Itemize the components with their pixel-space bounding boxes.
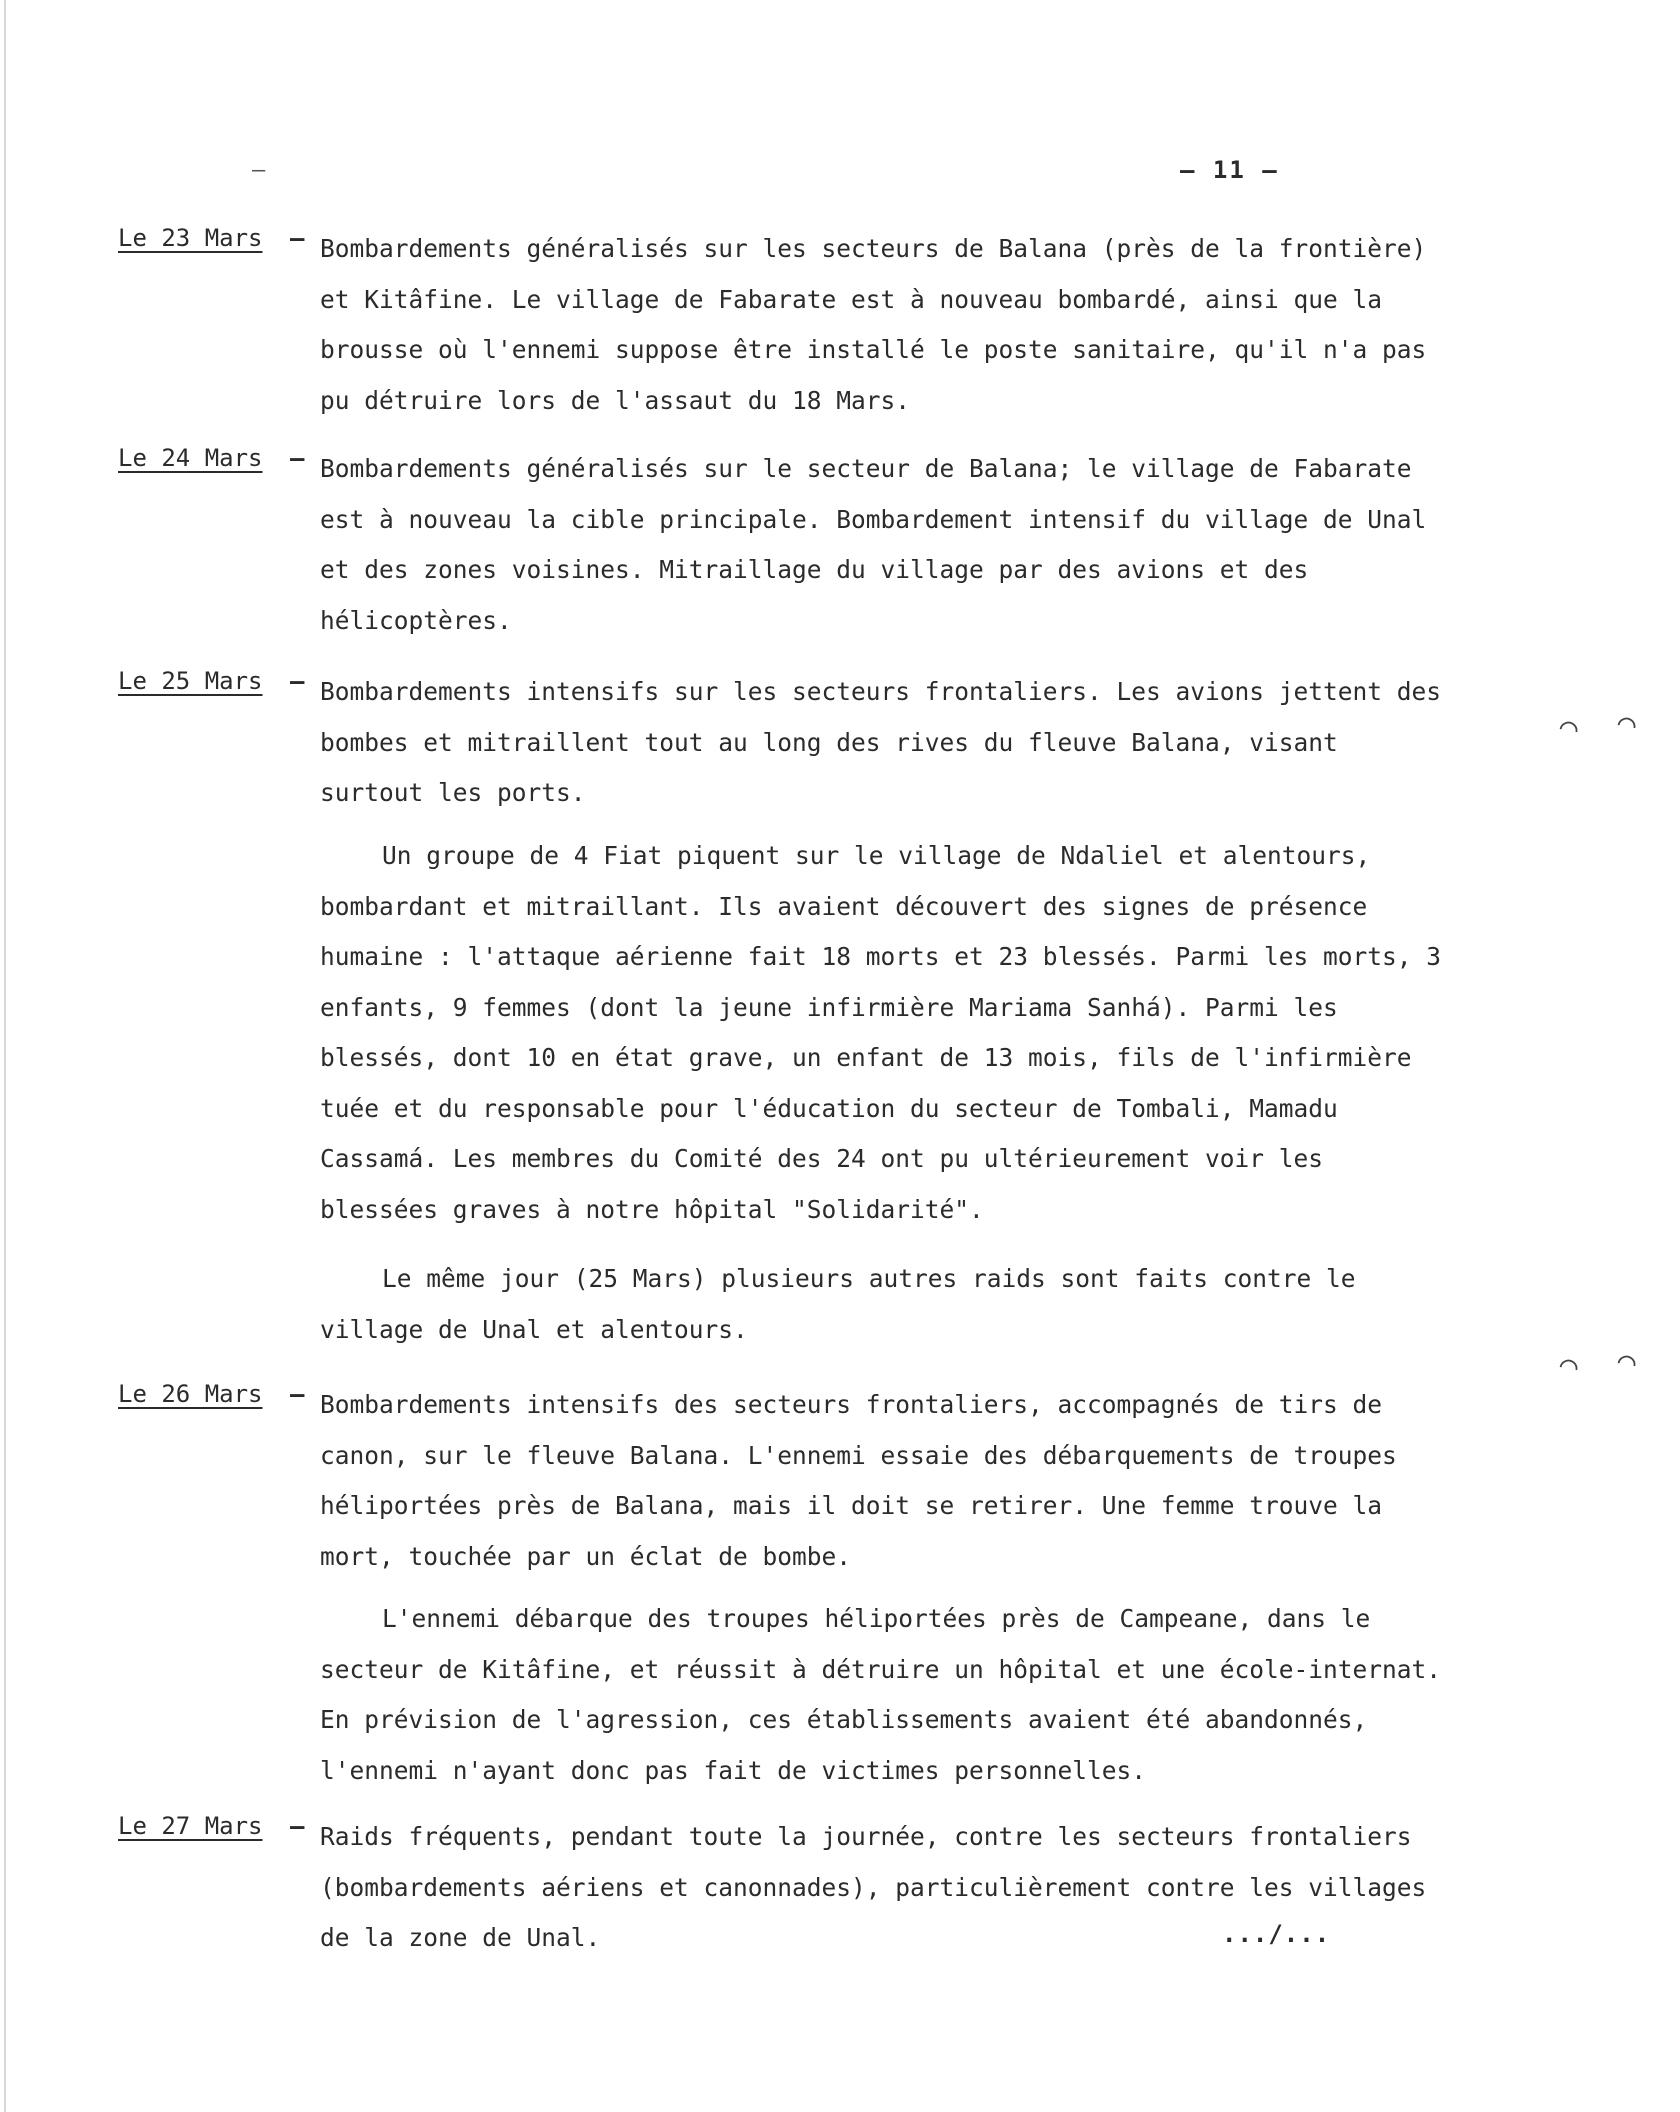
entry-dash: – bbox=[290, 224, 305, 252]
entry-paragraph: Bombardements généralisés sur les secteurs de Balana (près de la frontière) et Kitâfine. Le village de Fabarate est à nouveau bombardé, ainsi que la brousse où l'ennemi suppose être installé le poste sanitaire, qu'il n'a pas pu détruire lors de l'assaut du 18 Mars. bbox=[320, 234, 1427, 415]
entry-date: Le 26 Mars bbox=[118, 1380, 263, 1408]
continuation-mark: .../... bbox=[1222, 1920, 1331, 1948]
entry-date: Le 23 Mars bbox=[118, 224, 263, 252]
entry-paragraph: Bombardements intensifs sur les secteurs frontaliers. Les avions jettent des bombes et mitraillent tout au long des rives du fleuve Balana, visant surtout les ports. bbox=[320, 677, 1442, 807]
margin-arc-mark: ⌒ bbox=[1615, 704, 1639, 743]
margin-arc-mark: ⌒ bbox=[1557, 1346, 1581, 1385]
entry-dash: – bbox=[290, 1812, 305, 1840]
header-mark: – bbox=[252, 158, 266, 183]
entry-date: Le 27 Mars bbox=[118, 1812, 263, 1840]
entry-dash: – bbox=[290, 444, 305, 472]
margin-arc-mark: ⌒ bbox=[1557, 708, 1581, 747]
entry-paragraph: Raids fréquents, pendant toute la journée, contre les secteurs frontaliers (bombardements aériens et canonnades), particulièrement contre les villages de la zone de Unal. bbox=[320, 1822, 1427, 1952]
entry-date: Le 24 Mars bbox=[118, 444, 263, 472]
scan-edge bbox=[4, 0, 6, 2112]
entry-paragraph: Le même jour (25 Mars) plusieurs autres raids sont faits contre le village de Unal et alentours. bbox=[320, 1264, 1356, 1344]
entry-paragraph: L'ennemi débarque des troupes héliportées près de Campeane, dans le secteur de Kitâfine, et réussit à détruire un hôpital et une école-internat. En prévision de l'agression, ces établissements avaient été abandonnés, l'ennemi n'ayant donc pas fait de victimes personnelles. bbox=[320, 1604, 1442, 1785]
entry-paragraph: Un groupe de 4 Fiat piquent sur le village de Ndaliel et alentours, bombardant et mitraillant. Ils avaient découvert des signes de présence humaine : l'attaque aérienne fait 18 morts et 23 blessés. Parmi les morts, 3 enfants, 9 femmes (dont la jeune infirmière Mariama Sanhá). Parmi les blessés, dont 10 en état grave, un enfant de 13 mois, fils de l'infirmière tuée et du responsable pour l'éducation du secteur de Tombali, Mamadu Cassamá. Les membres du Comité des 24 ont pu ultérieurement voir les blessées graves à notre hôpital "Solidarité". bbox=[320, 841, 1442, 1224]
entry-date: Le 25 Mars bbox=[118, 667, 263, 695]
entry-paragraph: Bombardements intensifs des secteurs frontaliers, accompagnés de tirs de canon, sur le fleuve Balana. L'ennemi essaie des débarquements de troupes héliportées près de Balana, mais il doit se retirer. Une femme trouve la mort, touchée par un éclat de bombe. bbox=[320, 1390, 1397, 1571]
page-number: – 11 – bbox=[1180, 156, 1279, 184]
entry-dash: – bbox=[290, 667, 305, 695]
entry-dash: – bbox=[290, 1380, 305, 1408]
margin-arc-mark: ⌒ bbox=[1615, 1342, 1639, 1381]
entry-paragraph: Bombardements généralisés sur le secteur de Balana; le village de Fabarate est à nouveau la cible principale. Bombardement intensif du village de Unal et des zones voisines. Mitraillage du village par des avions et des hélicoptères. bbox=[320, 454, 1427, 635]
